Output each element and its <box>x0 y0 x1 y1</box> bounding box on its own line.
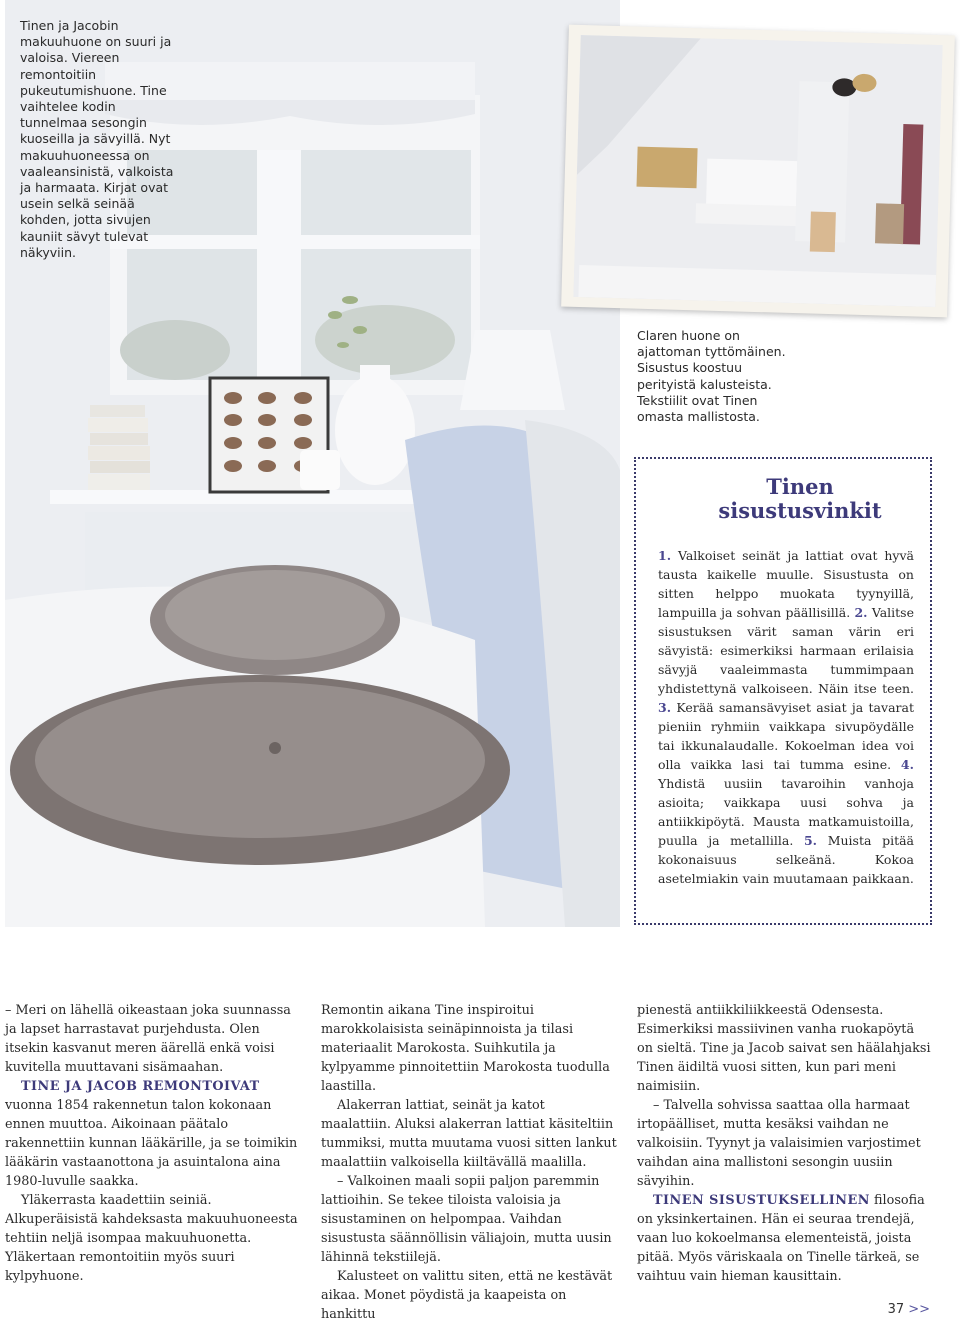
tip-number: 5. <box>803 833 818 848</box>
tip-text: Valkoiset seinät ja lattiat ovat hyvä tausta kaikelle muulle. Sisustusta on sitten helppo muokata tyynyillä, lampuilla ja sohvan päällisillä. <box>658 548 914 620</box>
paragraph: – Meri on lähellä oikeastaan joka suunnassa ja lapset harrastavat purjehdusta. Olen itsekin kasvanut meren äärellä enkä voisi kuvitella muuttavani sisämaahan. <box>5 1003 291 1075</box>
paragraph: pienestä antiikkiliikkeestä Odensesta. Esimerkiksi massiivinen vanha ruokapöytä on sieltä. Tine ja Jacob saivat sen häälahjaksi Tinen äidiltä vuosi sitten, kun pari meni naimisiin. <box>637 1003 931 1094</box>
tip-text: Kerää samansävyiset asiat ja tavarat pieniin ryhmiin vaikkapa sivupöydälle tai ikkunalaudalle. Kokoelman idea voi olla vaikka lasi tai tumma esine. <box>658 700 914 772</box>
tip-text: Yhdistä uusiin tavaroihin vanhoja asioita; vaikkapa uusi sohva ja antiikkipöytä. Mausta matkamuistoilla, puulla ja metallilla. <box>658 776 914 848</box>
tip-number: 2. <box>854 605 868 620</box>
next-page-arrows-icon[interactable]: >> <box>908 1302 930 1317</box>
tip-number: 1. <box>658 548 672 563</box>
paragraph: Kalusteet on valittu siten, että ne kestävät aikaa. Monet pöydistä ja kaapeista on hankittu <box>321 1269 613 1322</box>
tip-number: 3. <box>658 700 672 715</box>
paragraph: Yläkerrasta kaadettiin seiniä. Alkuperäisistä kahdeksasta makuuhuoneesta tehtiin neljä isompaa makuuhuonetta. Yläkertaan remontoitiin myös suuri kylpyhuone. <box>5 1193 298 1284</box>
page-number-value: 37 <box>887 1302 905 1317</box>
tip-text: Valitse sisustuksen värit saman värin eri sävyistä: esimerkiksi harmaan erilaisia sävyjä vaaleimmasta tummimpaan yhdistettynä valkoiseen. Näin itse teen. <box>658 605 914 696</box>
tips-title-line1: Tinen <box>766 474 834 499</box>
paragraph-text: vuonna 1854 rakennetun talon kokonaan ennen muuttoa. Aikoinaan päätalo rakennettiin kunnan lääkärille, ja se toimikin lääkärin vastaanottona ja asuintalona aina 1980-luvulle saakka. <box>5 1098 298 1189</box>
caption-girls-room: Claren huone on ajattoman tyttömäinen. Sisustus koostuu perityistä kalusteista. Tekstiilit ovat Tinen omasta mallistosta. <box>637 328 786 425</box>
girls-room-photo <box>573 35 942 307</box>
tips-title-line2: sisustusvinkit <box>718 498 882 523</box>
page-number <box>888 1302 930 1317</box>
paragraph: – Valkoinen maali sopii paljon paremmin lattioihin. Se tekee tiloista valoisia ja sisustaminen on helpompaa. Vaihdan sisustusta säännöllisin väliajoin, mutta uusin lähinnä tekstiilejä. <box>321 1174 612 1265</box>
paragraph: Remontin aikana Tine inspiroitui marokkolaisista seinäpinnoista ja tilasi materiaalit Marokosta. Suihkutila ja kylpyamme pinnoitettiin Marokosta tuodulla laastilla. <box>321 1003 610 1094</box>
lead-caps: TINEN SISUSTUKSELLINEN <box>653 1193 870 1208</box>
body-column-1 <box>5 1001 301 1286</box>
tip-number: 4. <box>900 757 914 772</box>
polaroid-photo-frame <box>561 25 955 318</box>
paragraph <box>637 1191 933 1286</box>
paragraph <box>5 1077 301 1191</box>
paragraph: – Talvella sohvissa saattaa olla harmaat irtopäälliset, mutta kesäksi vaihdan ne valkoisiin. Tyynyt ja valaisimien varjostimet vaihdan aina mallistoni sesongin uusiin sävyihin. <box>637 1098 921 1189</box>
tip-text: Muista pitää kokonaisuus selkeänä. Kokoa asetelmiakin vain muutamaan paikkaan. <box>658 833 914 886</box>
body-column-3 <box>637 1001 933 1286</box>
lead-caps: TINE JA JACOB REMONTOIVAT <box>21 1079 260 1094</box>
paragraph: Alakerran lattiat, seinät ja katot maalattiin. Aluksi alakerran lattiat käsiteltiin tummiksi, mutta muutama vuosi sitten lankut maalattiin valkoisella kiiltävällä maalilla. <box>321 1098 617 1170</box>
tips-list <box>658 546 914 888</box>
caption-bedroom: Tinen ja Jacobin makuuhuone on suuri ja valoisa. Viereen remontoitiin pukeutumishuone. Tine vaihtelee kodin tunnelmaa sesongin kuoseilla ja sävyillä. Nyt makuuhuoneessa on vaaleansinistä, valkoista ja harmaata. Kirjat ovat usein selkä seinää kohden, jotta sivujen kauniit sävyt tulevat näkyviin. <box>20 18 174 260</box>
paragraph-text: filosofia on yksinkertainen. Hän ei seuraa trendejä, vaan luo kokoelmansa elementeistä, joista pitää. Myös väriskaala on Tinelle tärkeä, se vaihtuu vain hieman kausittain. <box>637 1193 925 1284</box>
tips-title <box>690 475 910 523</box>
body-column-2 <box>321 1001 617 1324</box>
